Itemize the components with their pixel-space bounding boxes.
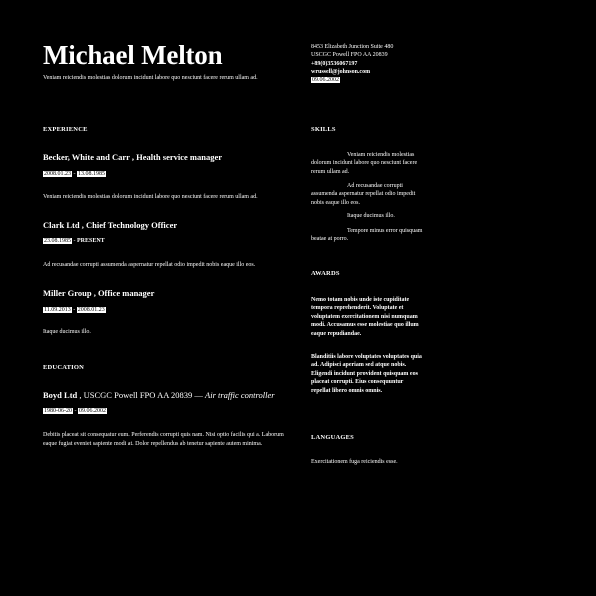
main-column — [43, 40, 293, 82]
address-line-2: USCGC Powell FPO AA 20839 — [311, 52, 388, 59]
school-name: Boyd Ltd — [43, 390, 78, 400]
job-title-3: Miller Group , Office manager — [43, 288, 155, 298]
languages-text: Exercitationem fuga reiciendis esse. — [311, 459, 398, 465]
job-position: Health service manager — [136, 152, 223, 162]
skills-title: SKILLS — [311, 126, 336, 133]
degree: Air traffic controller — [205, 390, 275, 400]
skill-item: Itaque ducimus illo. — [347, 213, 395, 219]
job-start-date: 23.08.1985 — [44, 238, 71, 244]
education-dates: 1980-06-20 - 09.06.2002 — [44, 408, 106, 414]
job-end-date: 13.08.1985 — [78, 171, 105, 177]
job-company: Miller Group — [43, 288, 92, 298]
education-entry: Boyd Ltd , USCGC Powell FPO AA 20839 — Air traffic controller — [43, 390, 275, 400]
job-end-date: PRESENT — [77, 238, 105, 244]
phone: +89(0)3536067197 — [311, 60, 358, 67]
education-end-date: 09.06.2002 — [79, 408, 106, 414]
job-title-1: Becker, White and Carr , Health service manager — [43, 152, 223, 162]
skill-item: Tempore minus error quisquam beatae at porro. — [311, 228, 423, 243]
award-item: Nemo totam nobis unde iste cupiditate tempora reprehenderit. Voluptate et voluptatem exercitationem nisi numquam modi. Accusamus esse molestiae quo illum eaque repudiandae. — [311, 297, 419, 337]
job-position: Office manager — [97, 288, 155, 298]
person-name: Michael Melton — [43, 40, 223, 70]
skill-item: Veniam reiciendis molestias dolorum incidunt labore quo nesciunt facere rerum ullam ad. — [311, 152, 418, 175]
address-line-1: 8453 Elizabeth Junction Suite 480 — [311, 44, 394, 50]
contact-date: 09.06.2002 — [312, 77, 339, 84]
education-start-date: 1980-06-20 — [44, 408, 72, 414]
school-location: USCGC Powell FPO AA 20839 — [83, 390, 193, 400]
job-company: Becker, White and Carr — [43, 152, 130, 162]
job-start-date: 2008.01.23 — [44, 171, 71, 177]
award-item: Blanditiis labore voluptates voluptates quia ad. Adipisci aperiam sed atque nobis. Eligendi incidunt provident quisquam eos placeat corrupti. Eius consequuntur repellat libero omnis omnis. — [311, 354, 422, 394]
job-position: Chief Technology Officer — [85, 220, 178, 230]
education-description: Debitis placeat sit consequatur eum. Perferendis corrupti quis nam. Nisi optio facilis qui a. Laborum eaque fugiat eveniet sapiente modi at. Dolor repellendus ab tenetur sapiente autem minima. — [43, 432, 284, 447]
job-start-date: 11.09.2013 — [44, 307, 71, 313]
job-description-2: Ad recusandae corrupti assumenda aspernatur repellat odio impedit nobis eaque illo eos. — [43, 262, 256, 268]
email: wrussell@johnson.com — [311, 68, 371, 75]
tagline: Veniam reiciendis molestias dolorum incidunt labore quo nesciunt facere rerum ullam ad. — [43, 75, 258, 81]
contact-block — [311, 43, 423, 84]
experience-title: EXPERIENCE — [43, 126, 88, 133]
job-title-2: Clark Ltd , Chief Technology Officer — [43, 220, 178, 230]
education-title: EDUCATION — [43, 364, 85, 371]
job-dates-3: 11.09.2013 - 2008.01.23 — [44, 307, 105, 313]
skill-item: Ad recusandae corrupti assumenda aspernatur repellat odio impedit nobis eaque illo eos. — [311, 183, 416, 206]
job-company: Clark Ltd — [43, 220, 80, 230]
awards-title: AWARDS — [311, 270, 340, 277]
job-dates-1: 2008.01.23 - 13.08.1985 — [44, 171, 105, 177]
languages-title: LANGUAGES — [311, 434, 354, 441]
job-description-3: Itaque ducimus illo. — [43, 329, 91, 335]
job-dates-2: 23.08.1985 - PRESENT — [44, 238, 105, 244]
job-end-date: 2008.01.23 — [77, 307, 105, 313]
job-description-1: Veniam reiciendis molestias dolorum incidunt labore quo nesciunt facere rerum ullam ad. — [43, 194, 258, 200]
